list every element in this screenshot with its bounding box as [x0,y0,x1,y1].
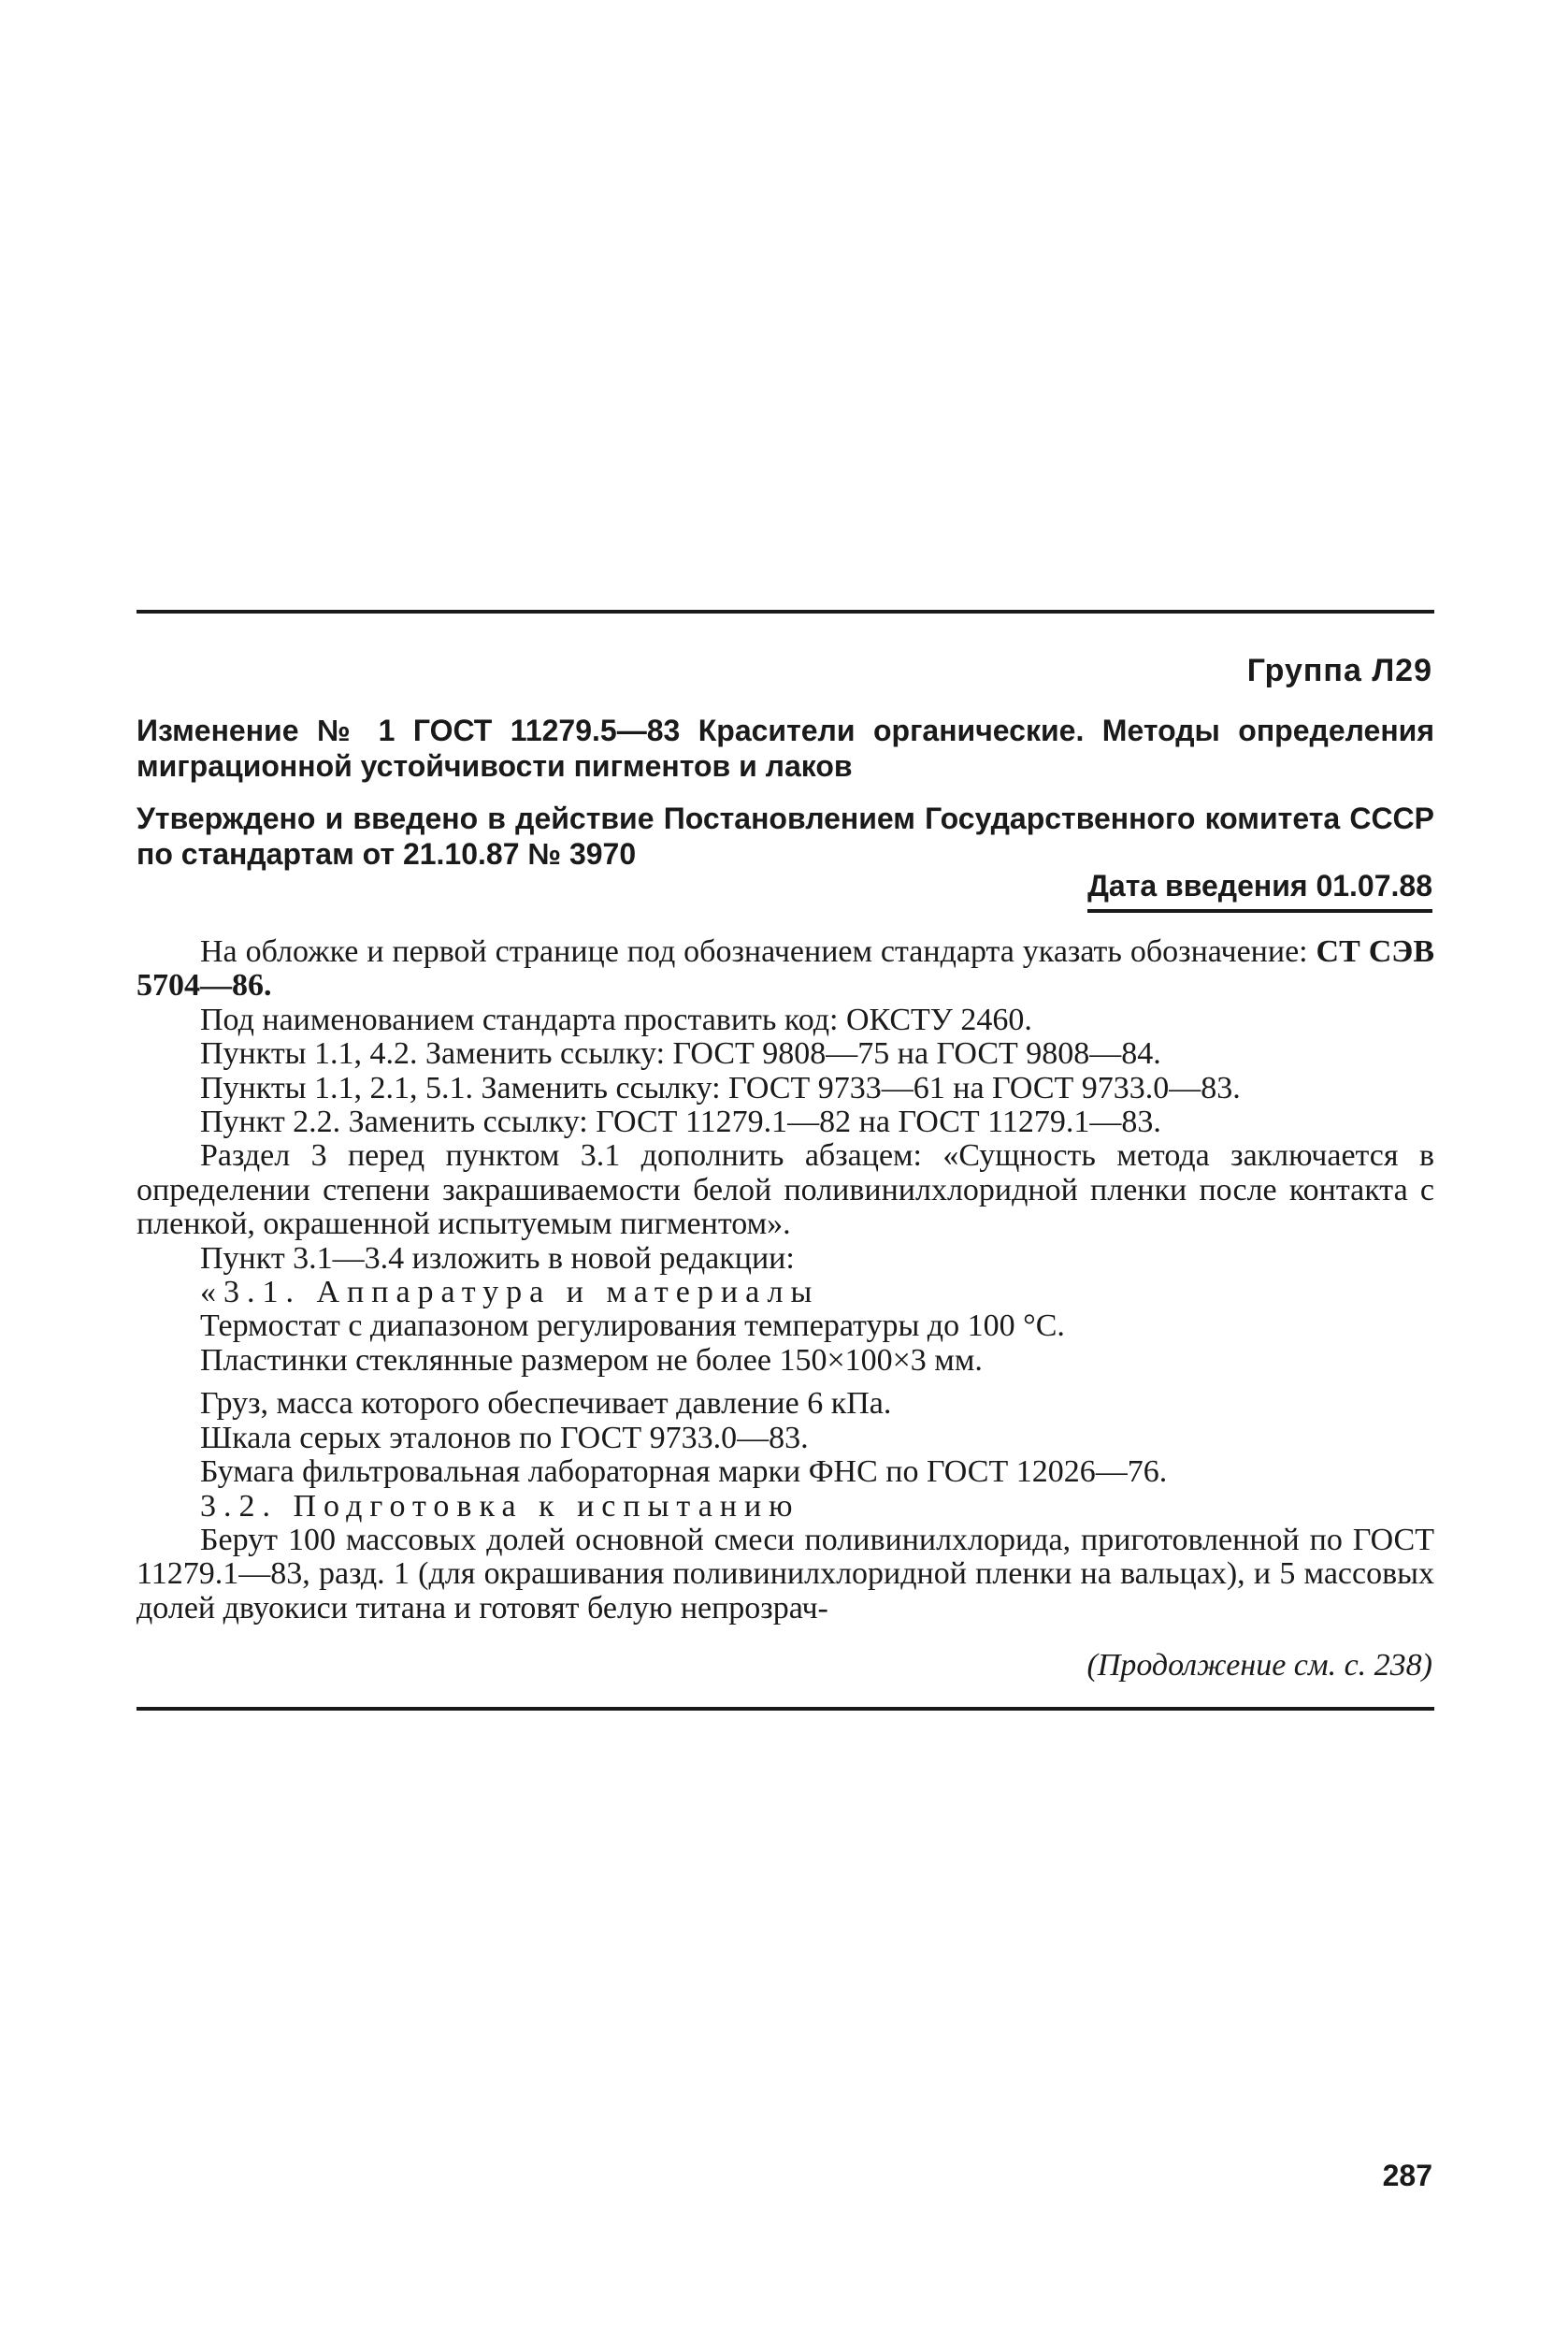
amendment-body [137,935,1434,1626]
paragraph-ref-9733: Пункты 1.1, 2.1, 5.1. Заменить ссылку: ГОСТ 9733—61 на ГОСТ 9733.0—83. [200,1070,1241,1105]
paragraph-code: Под наименованием стандарта проставить код: ОКСТУ 2460. [200,1002,1032,1037]
subsection-heading-3-1: «3.1. Аппаратура и материалы [200,1275,820,1310]
paragraph-weight: Груз, масса которого обеспечивает давление 6 кПа. [200,1386,892,1422]
group-label: Группа Л29 [1246,653,1432,688]
continuation-note: (Продолжение см. с. 238) [1086,1648,1432,1683]
paragraph-new-edition: Пункт 3.1—3.4 изложить в новой редакции: [200,1240,795,1276]
paragraph-ref-9808: Пункты 1.1, 4.2. Заменить ссылку: ГОСТ 9808—75 на ГОСТ 9808—84. [200,1036,1161,1072]
paragraph-ref-11279: Пункт 2.2. Заменить ссылку: ГОСТ 11279.1—82 на ГОСТ 11279.1—83. [200,1105,1161,1140]
paragraph-cover-designation [137,935,1434,1004]
change-title: Изменение № 1 ГОСТ 11279.5—83 Красители органические. Методы определения миграционной устойчивости пигментов и лаков [137,714,1434,783]
bottom-rule [137,1707,1434,1711]
paragraph-text: На обложке и первой странице под обозначением стандарта указать обозначение: [200,934,1316,969]
subsection-heading-3-2: 3.2. Подготовка к испытанию [200,1488,800,1524]
paragraph-glass-plates: Пластинки стеклянные размером не более 150×100×3 мм. [200,1342,983,1378]
page-number: 287 [1382,2159,1432,2192]
paragraph-filter-paper: Бумага фильтровальная лабораторная марки ФНС по ГОСТ 12026—76. [200,1454,1168,1490]
introduction-date: Дата введения 01.07.88 [1087,868,1432,913]
paragraph-preparation: Берут 100 массовых долей основной смеси поливинилхлорида, приготовленной по ГОСТ 11279.1—83, разд. 1 (для окрашивания поливинилхлоридной пленки на вальцах), и 5 массовых долей двуокиси титана и готовят белую непрозрач- [137,1522,1434,1626]
paragraph-thermostat: Термостат с диапазоном регулирования температуры до 100 °С. [200,1308,1065,1344]
approval-text: Утверждено и введено в действие Постановлением Государственного комитета СССР по стандартам от 21.10.87 № 3970 [137,802,1434,871]
paragraph-grey-scale: Шкала серых эталонов по ГОСТ 9733.0—83. [200,1420,809,1455]
top-rule [137,610,1434,614]
standard-designation: СТ СЭВ 5704—86. [137,934,1434,1004]
paragraph-section3: Раздел 3 перед пунктом 3.1 дополнить абзацем: «Сущность метода заключается в определении степени закрашиваемости белой поливинилхлоридной пленки после контакта с пленкой, окрашенной испытуемым пигментом». [137,1138,1434,1242]
